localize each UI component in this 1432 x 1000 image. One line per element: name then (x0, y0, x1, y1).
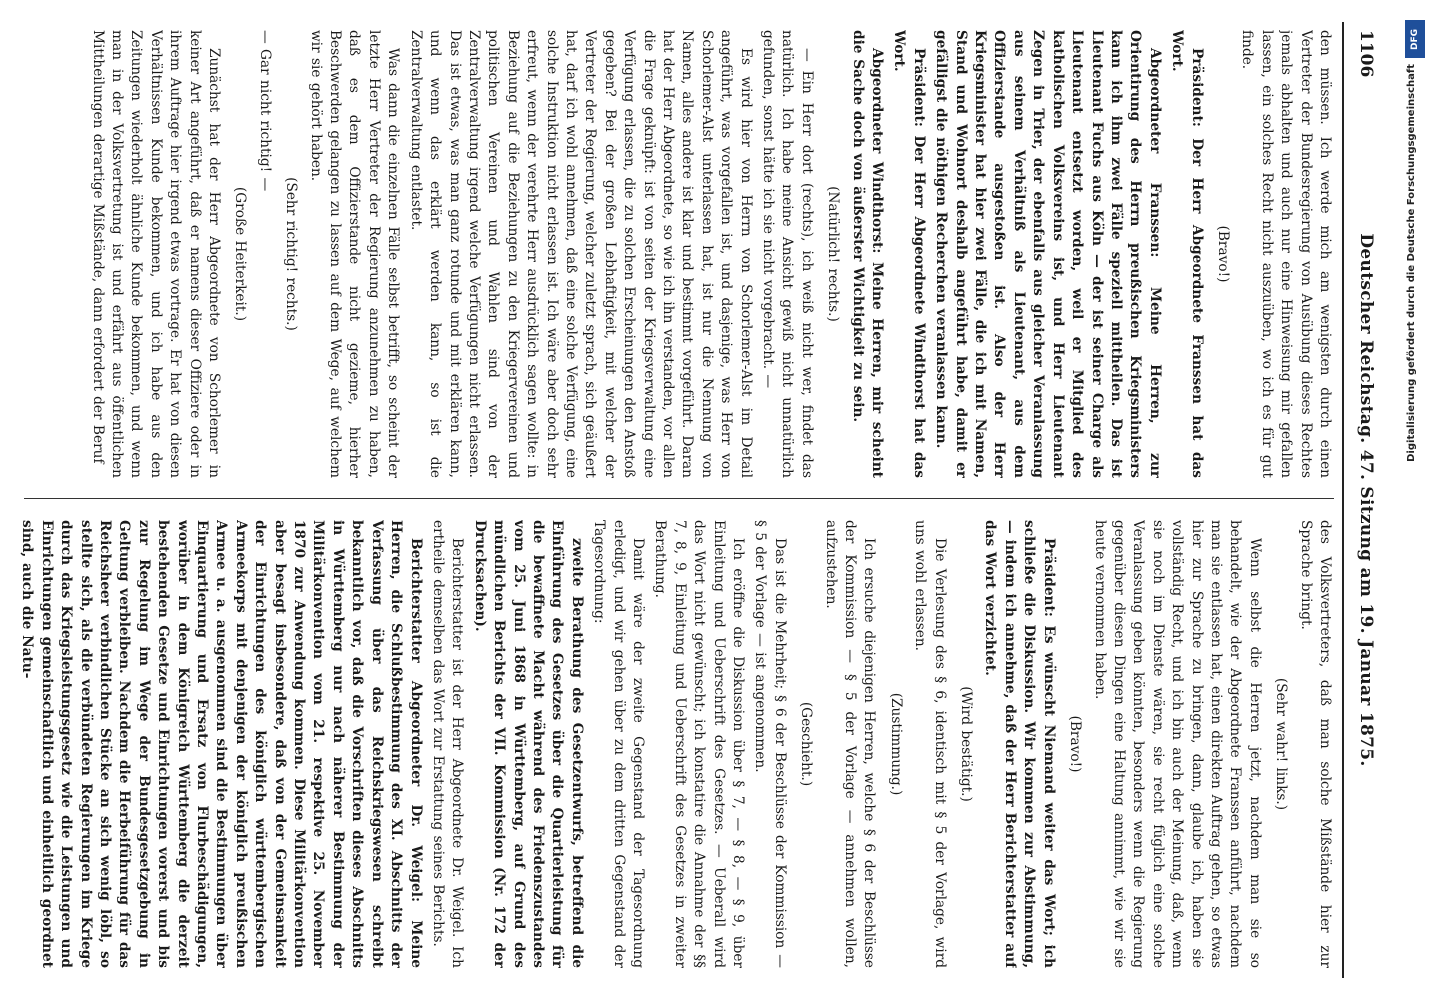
paragraph: Die Verlesung des § 6, identisch mit § 5 der Vorlage, wird uns wohl erlassen. (912, 520, 948, 968)
speaker-paragraph: Abgeordneter Franssen: Meine Herren, zur Orientirung des Herrn preußischen Kriegsministers kann ich ihm zwei Fälle speziell mittheilen. Das ist Lieutenant Fuchs aus Köln — der ist seiner Charge als Lieutenant entsetzt worden, weil er Mitglied des katholischen Volksvereins ist, und Herr Lieutenant Zegen in Trier, der ebenfalls aus gleicher Veranlassung aus seinem Verhältniß als Lieutenant, aus dem Offizierstande ausgestoßen ist. Also der Herr Kriegsminister hat hier zwei Fälle, die ich mit Namen, Stand und Wohnort deshalb angeführt habe, damit er gefälligst die nöthigen Recherchen veranlassen kann. (933, 30, 1163, 478)
right-column (14, 520, 1334, 968)
interjection: (Sehr wahr! links.) (1273, 677, 1290, 811)
page-number: 1106 (1356, 30, 1376, 78)
interjection: (Sehr richtig! rechts.) (283, 177, 300, 331)
interjection: (Wird bestätigt.) (958, 686, 975, 802)
running-title: Deutscher Reichstag. 47. Sitzung am 19. Januar 1875. (1356, 233, 1376, 767)
left-column (14, 30, 1334, 478)
funding-credit: Digitalisierung gefördert durch die Deutsche Forschungsgemeinschaft (1406, 64, 1417, 462)
speaker-paragraph: Präsident: Es wünscht Niemand weiter das Wort; ich schließe die Diskussion. Wir kommen zur Abstimmung, — indem ich annehme, daß der Herr Berichterstatter auf das Wort verzichtet. (982, 520, 1057, 968)
digitization-strip (1402, 20, 1428, 980)
column-divider (24, 498, 1334, 499)
agenda-item: zweite Berathung des Gesetzentwurfs, betreffend die Einführung des Gesetzes über die Quartierleistung für die bewaffnete Macht während des Friedenszustandes vom 25. Juni 1868 in Württemberg, auf Grund des mündlichen Berichts der VII. Kommission (Nr. 172 der Drucksachen). (471, 520, 585, 968)
paragraph: Was dann die einzelnen Fälle selbst betrifft, so scheint der letzte Herr Vertreter der Regierung anzunehmen zu haben, daß es dem Offizierstande nicht gezieme, hierher Beschwerden gelangen zu lassen auf dem Wege, auf welchem wir sie gehört haben. (307, 30, 402, 478)
interjection: (Zustimmung.) (887, 692, 904, 796)
header-rule (1342, 22, 1344, 978)
paragraph: — Ein Herr dort (rechts), ich weiß nicht wer, findet das natürlich. Ich habe meine Ansicht gewiß nicht unnatürlich gefunden, sonst hätte ich sie nicht vorgebracht. — (760, 30, 815, 478)
interjection: (Bravo!) (1067, 715, 1084, 773)
paragraph: Es wird hier von Herrn von Schorlemer-Alst im Detail angeführt, was vorgefallen ist, und dasjenige, was Herr von Schorlemer-Alst unterlassen hat, ist nur die Nennung von Namen, alles andere ist klar und bestimmt vorgeführt. Daran hat der Herr Abgeordnete, so wie ich ihn verstanden, vor allen die Frage geknüpft: ist von seiten der Kriegsverwaltung eine Verfügung erlassen, die zu solchen Erscheinungen den Anstoß gegeben? Bei der großen Lebhaftigkeit, mit welcher der Vertreter der Regierung, welcher zuletzt sprach, sich geäußert hat, darf ich wohl annehmen, daß eine solche Verfügung, eine solche Instruktion nicht erlassen ist. Ich wäre aber doch sehr erfreut, wenn der verehrte Herr ausdrücklich sagen wollte: in Beziehung auf die Beziehungen zu den Kriegervereinen und politischen Vereinen und Wahlen sind von der Zentralverwaltung irgend welche Verfügungen nicht erlassen. Das ist etwas, was man ganz rotunde und mit erklären kann, und wenn das erklärt werden kann, so ist die Zentralverwaltung entlastet. (407, 30, 754, 478)
paragraph: den müssen. Ich werde mich am wenigsten durch einen Vertreter der Bundesregierung von Ausübung dieses Rechtes jemals abhalten und auch nur eine Hinweisung mir gefallen lassen, ein solches Recht nicht auszuüben, wo ich es für gut finde. (1239, 30, 1333, 478)
paragraph: Ich ersuche diejenigen Herren, welche § 6 der Beschlüsse der Kommission — § 5 der Vorlage — annehmen wollen, aufzustehen. (822, 520, 878, 968)
paragraph: Wenn selbst die Herren jetzt, nachdem man sie so behandelt, wie der Abgeordnete Franssen anführt, nachdem man sie entlassen hat, einen direkten Auftrag gehen, so etwas hier zur Sprache zu bringen, dann, glaube ich, haben sie vollständig Recht, und ich bin auch der Meinung, daß, wenn sie noch im Dienste wären, sie recht füglich eine solche Veranlassung geben könnten, besonders wenn die Regierung gegenüber diesen Dingen eine Haltung annimmt, wie wir sie heute vernommen haben. (1091, 520, 1263, 968)
paragraph: Das ist die Mehrheit; § 6 der Beschlüsse der Kommission — § 5 der Vorlage — ist angenommen. (752, 520, 788, 968)
dfg-logo: DFG (1405, 20, 1425, 58)
paragraph: Berichterstatter ist der Herr Abgeordnete Dr. Weigel. Ich ertheile demselben das Wort zur Erstattung seines Berichts. (429, 520, 466, 968)
paragraph: — Gar nicht richtig! — (256, 30, 273, 192)
interjection: (Große Heiterkeit.) (232, 186, 249, 322)
paragraph: Zunächst hat der Herr Abgeordnete von Schorlemer in keiner Art angeführt, daß er namens dieser Offiziere oder in ihrem Auftrage hier irgend etwas vortrage. Er hat von diesen Verhältnissen Kunde bekommen, und ich habe aus den Zeitungen wiederholt ähnliche Kunde bekommen, und wenn man in der Volksvertretung ist und erfährt aus öffentlichen Mittheilungen derartige Mißstände, dann erfordert der Beruf (89, 30, 223, 478)
interjection: (Natürlich! rechts.) (825, 186, 842, 322)
paragraph: des Volksvertreters, daß man solche Mißstände hier zur Sprache bringt. (1297, 520, 1333, 968)
speaker-paragraph: Abgeordneter Windthorst: Meine Herren, mir scheint die Sache doch von äußerster Wichtigkeit zu sein. (849, 30, 886, 478)
speaker-paragraph: Berichterstatter Abgeordneter Dr. Weigel: Meine Herren, die Schlußbestimmung des XI. Abschnitts der Verfassung über das Reichskriegswesen schreibt bekanntlich vor, daß die Vorschriften dieses Abschnitts in Württemberg nur nach näherer Bestimmung der Militärkonvention vom 21. respektive 25. November 1870 zur Anwendung kommen. Diese Militärkonvention aber besagt insbesondere, daß von der Gemeinsamkeit der Einrichtungen des königlich württembergischen Armeekorps mit denjenigen der königlich preußischen Armee u. a. ausgenommen sind die Bestimmungen über Einquartierung und Ersatz von Flurbeschädigungen, worüber in dem Königreich Württemberg die derzeit bestehenden Gesetze und Einrichtungen vorerst und bis zur Regelung im Wege der Bundesgesetzgebung in Geltung verbleiben. Nachdem die Herbeiführung für das Reichsheer verbindlichen Stücke an sich wenig löbl, so stellte sich, als die verbündeten Regierungen im Kriege durch das Kriegsleistungsgesetz wie die Leistungen und Einrichtungen gemeinschaftlich und einheitlich geordnet sind, auch die Natu- (19, 520, 424, 968)
speaker-paragraph: Präsident: Der Herr Abgeordnete Franssen hat das Wort. (1169, 30, 1205, 478)
paragraph: Damit wäre der zweite Gegenstand der Tagesordnung erledigt, und wir gehen über zu dem dritten Gegenstand der Tagesordnung: (591, 520, 646, 968)
speaker-paragraph: Präsident: Der Herr Abgeordnete Windthorst hat das Wort. (891, 30, 927, 478)
page-header (1350, 0, 1376, 1000)
interjection: (Bravo!) (1214, 225, 1231, 283)
interjection: (Geschieht.) (798, 701, 815, 787)
paragraph: Ich eröffne die Diskussion über § 7, — § 8, — § 9, über Einleitung und Ueberschrift des Gesetzes. — Ueberall wird das Wort nicht gewünscht; ich konstatire die Annahme der §§ 7, 8, 9, Einleitung und Ueberschrift des Gesetzes in zweiter Berathung. (652, 520, 747, 968)
